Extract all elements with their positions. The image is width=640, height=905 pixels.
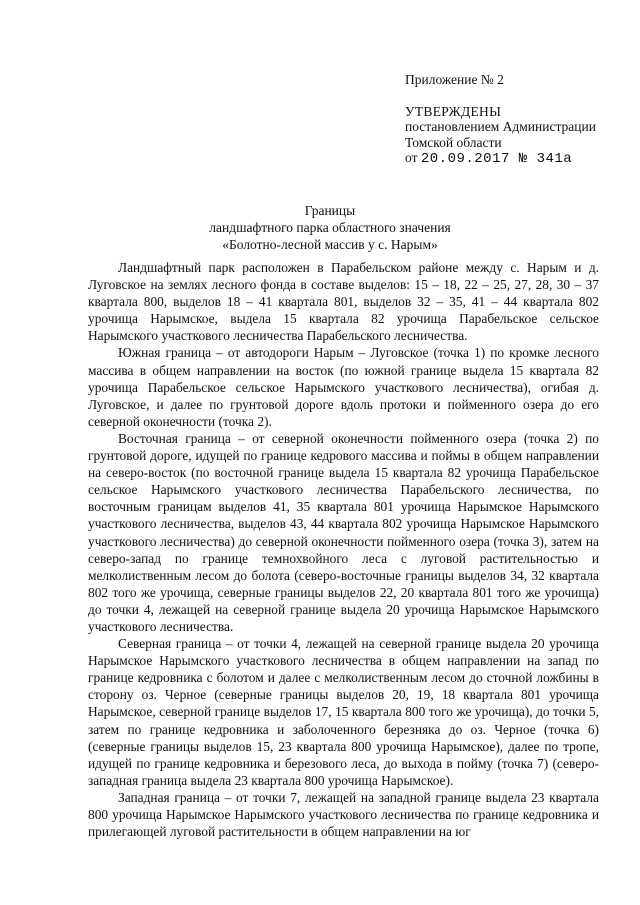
paragraph-location: Ландшафтный парк расположен в Парабельском районе между с. Нарым и д. Луговское на землях лесного фонда в составе выделов: 15 – 18, 22 – 25, 27, 28, 30 – 37 квартала 800, выделов 18 – 41 квартала 801, выделов 32 – 35, 41 – 44 квартала 802 урочища Нарымское, выдела 15 квартала 82 урочища Парабельское сельское Нарымского участкового лесничества Парабельского лесничества. [88,260,599,344]
date-prefix: от [405,150,418,165]
title-line-1: Границы [304,203,356,218]
document-body [88,259,599,840]
paragraph-south-border: Южная граница – от автодороги Нарым – Луговское (точка 1) по кромке лесного массива в общем направлении на восток (по южной границе выдела 15 квартала 82 урочища Парабельское сельское Нарымского участкового лесничества), огибая д. Луговское, и далее по грунтовой дороге вдоль протоки и пойменного озера до его северной оконечности (точка 2). [88,345,599,429]
document-title [60,202,600,253]
paragraph-north-border: Северная граница – от точки 4, лежащей на северной границе выдела 20 урочища Нарымское Нарымского участкового лесничества в общем направлении на запад по границе кедровника с болотом и далее с мелколиственным лесом до сточной ложбины в сторону оз. Черное (северные границы выделов 20, 19, 18 квартала 801 урочища Нарымское, северной границе выделов 17, 15 квартала 800 того же урочища), до точки 5, затем по границе кедровника и заболоченного березняка до оз. Черное (точка 6) (северные границы выделов 15, 23 квартала 800 урочища Нарымское), далее по тропе, идущей по границе кедровника и березового леса, до выхода в пойму (точка 7) (северо-западная граница выдела 23 квартала 800 урочища Нарымское). [88,636,599,788]
title-line-3: «Болотно-лесной массив у с. Нарым» [222,237,438,252]
issue-date-line [405,150,635,168]
issuer-line-2: Томской области [405,134,502,150]
paragraph-east-border: Восточная граница – от северной оконечности пойменного озера (точка 2) по грунтовой дороге, идущей по границе кедрового массива и поймы в общем направлении на северо-восток (по восточной границе выдела 15 квартала 82 урочища Парабельское сельское Нарымского участкового лесничества Парабельского лесничества, по восточным границам выделов 41, 35 квартала 801 урочища Нарымское Нарымского участкового лесничества, выделов 43, 44 квартала 802 урочища Нарымское Нарымского участкового лесничества) до северной оконечности пойменного озера (точка 3), затем на северо-запад по границе темнохвойного леса с луговой растительностью и мелколиственным лесом до болота (северо-восточные границы выделов 34, 32 квартала 802 того же урочища, северные границы выделов 22, 20 квартала 801 того же урочища) до точки 4, лежащей на северной границе выдела 20 урочища Нарымское Нарымского участкового лесничества. [88,430,599,634]
issuer-line-1: постановлением Администрации [405,119,596,134]
approved-heading: УТВЕРЖДЕНЫ [405,103,502,119]
title-line-2: ландшафтного парка областного значения [209,220,451,235]
date-and-number: 20.09.2017 № 341а [420,151,573,167]
approval-block [405,72,635,168]
paragraph-west-border: Западная граница – от точки 7, лежащей на западной границе выдела 23 квартала 800 урочища Нарымское Нарымского участкового лесничества по границе кедровника и прилегающей луговой растительности в общем направлении на юг [88,789,599,840]
appendix-label: Приложение № 2 [405,72,504,87]
